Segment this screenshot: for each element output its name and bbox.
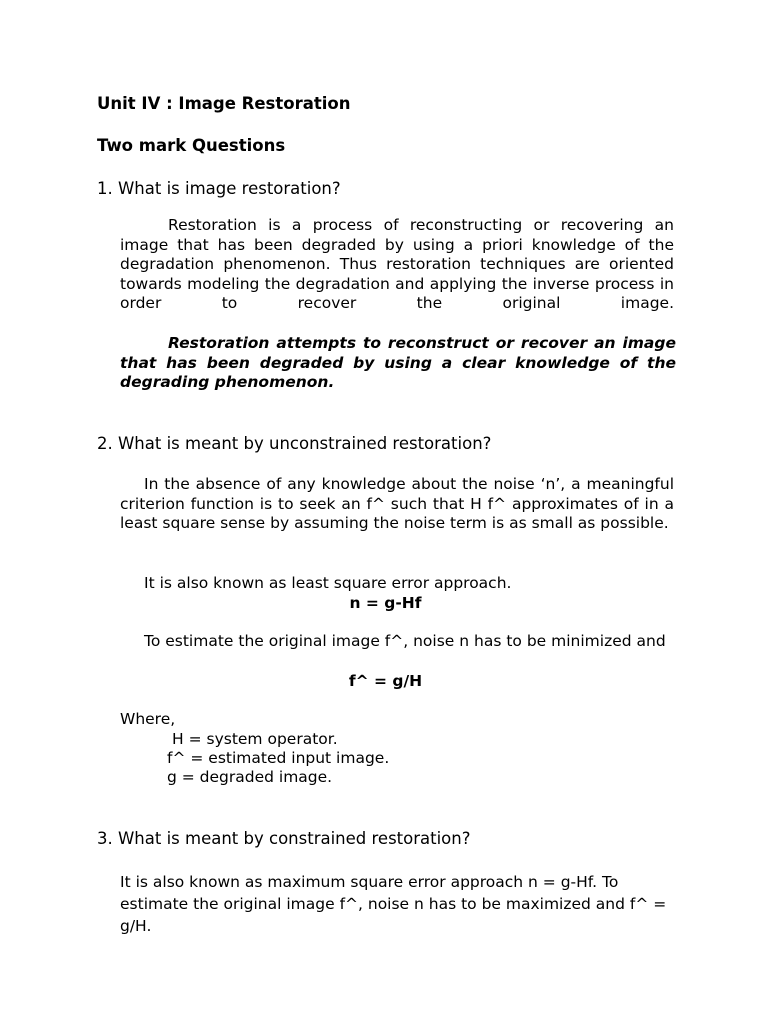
definition-f-hat: f^ = estimated input image. [167,749,390,767]
question-1-answer-text: Restoration is a process of reconstructing or recovering an image that has been degraded by using a priori knowledge of the degradation phenomenon. Thus restoration techniques are oriented towards modeling the degradation and applying the inverse process in order to recover the original image. [120,216,674,312]
question-3-title: 3. What is meant by constrained restoration? [97,829,471,848]
question-2-approach-text: It is also known as least square error approach. [144,574,512,592]
equation-estimate: f^ = g/H [348,672,423,690]
section-heading: Two mark Questions [97,136,286,155]
question-1-definition-paragraph: Restoration attempts to reconstruct or recover an image that has been degraded by using a clear knowledge of the degrading phenomenon. [120,334,676,391]
question-3-answer-paragraph: It is also known as maximum square error approach n = g-Hf. To estimate the original image f^, noise n has to be maximized and f^ = g/H. [120,873,667,935]
question-1-title: 1. What is image restoration? [97,179,341,198]
question-1-answer-paragraph [120,216,674,314]
equation-noise: n = g-Hf [349,594,422,612]
question-2-answer-paragraph: In the absence of any knowledge about the noise ‘n’, a meaningful criterion function is to seek an f^ such that H f^ approximates of in a least square sense by assuming the noise term is as small as possible. [120,475,674,532]
question-2-estimate-paragraph: To estimate the original image f^, noise n has to be minimized and [144,632,666,650]
definition-g: g = degraded image. [167,768,333,786]
question-2-title: 2. What is meant by unconstrained restoration? [97,434,492,453]
unit-heading: Unit IV : Image Restoration [97,94,351,113]
definition-h: H = system operator. [172,730,338,748]
where-label: Where, [120,710,176,728]
